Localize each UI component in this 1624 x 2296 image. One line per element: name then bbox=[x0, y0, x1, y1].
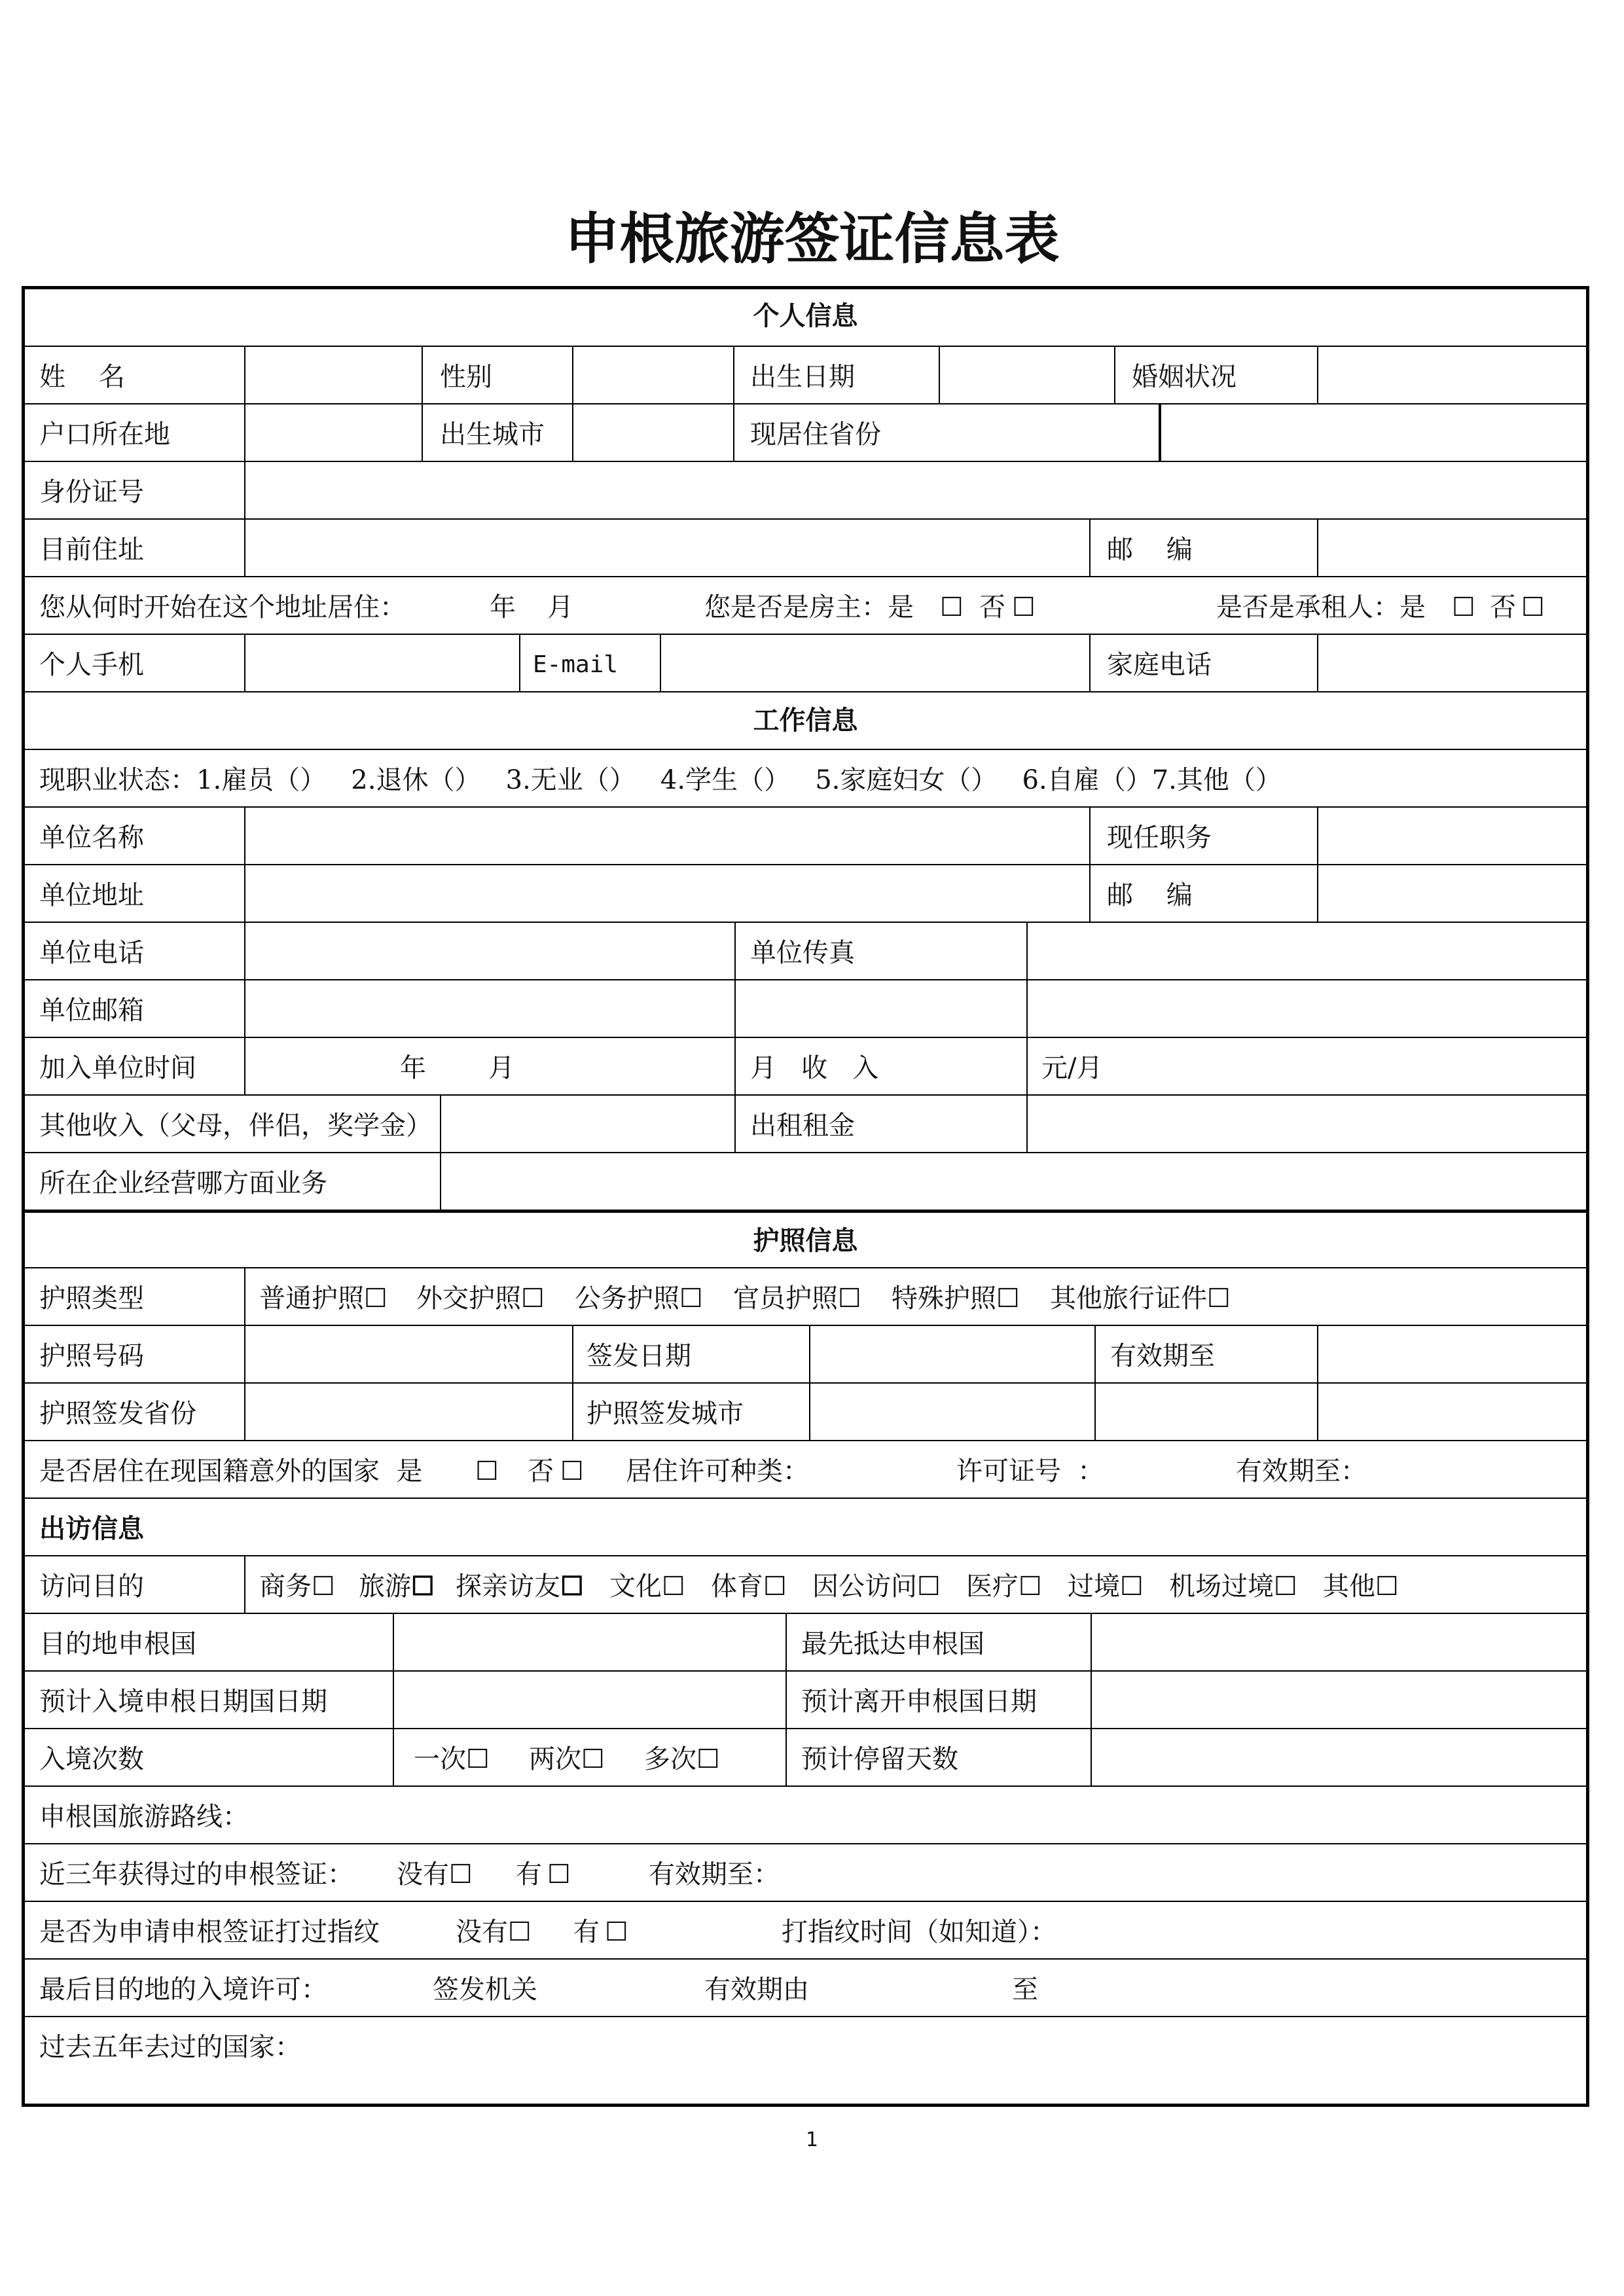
field-issue-province[interactable] bbox=[259, 1384, 573, 1441]
checkbox-tenant-yes[interactable]: ☐ bbox=[1452, 592, 1475, 622]
field-first-entry[interactable] bbox=[1107, 1614, 1578, 1672]
checkbox-past-visa-has[interactable]: ☐ bbox=[547, 1859, 571, 1890]
field-birth-date[interactable] bbox=[953, 347, 1110, 404]
label-fingerprint-has: 有 bbox=[573, 1917, 600, 1947]
label-past-visa-valid: 有效期至： bbox=[649, 1859, 780, 1890]
option-culture: 文化 bbox=[609, 1571, 662, 1602]
label-monthly-income: 月 收 入 bbox=[750, 1053, 879, 1083]
label-name: 姓 名 bbox=[39, 362, 125, 392]
option-ordinary-passport: 普通护照 bbox=[259, 1283, 364, 1314]
label-mobile: 个人手机 bbox=[39, 650, 144, 680]
field-exit-date[interactable] bbox=[1107, 1672, 1578, 1729]
label-past-visa-none: 没有 bbox=[397, 1859, 449, 1890]
label-destination: 目的地申根国 bbox=[39, 1629, 196, 1659]
row-resides-abroad bbox=[24, 1440, 1587, 1499]
label-yuan-per-month: 元/月 bbox=[1041, 1053, 1103, 1083]
row-other-income bbox=[24, 1094, 1587, 1153]
label-passport-valid: 有效期至 bbox=[1110, 1341, 1215, 1371]
option-medical: 医疗 bbox=[966, 1571, 1019, 1602]
checkbox-homeowner-no[interactable]: ☐ bbox=[1012, 592, 1036, 622]
label-issuing-authority: 签发机关 bbox=[433, 1975, 537, 2005]
field-company-email[interactable] bbox=[259, 980, 731, 1038]
checkbox-multiple-entry[interactable]: ☐ bbox=[696, 1744, 720, 1774]
checkbox-special-passport[interactable]: ☐ bbox=[996, 1283, 1020, 1314]
label-exit-date: 预计离开申根国日期 bbox=[801, 1687, 1037, 1717]
field-stay-days[interactable] bbox=[1107, 1729, 1578, 1787]
label-birth-date: 出生日期 bbox=[750, 362, 855, 392]
row-passport-issue-place bbox=[24, 1382, 1587, 1441]
field-name[interactable] bbox=[259, 347, 442, 404]
row-company-name bbox=[24, 806, 1587, 865]
checkbox-airport-transit[interactable]: ☐ bbox=[1274, 1571, 1297, 1602]
label-passport-type: 护照类型 bbox=[39, 1283, 144, 1314]
option-other-purpose: 其他 bbox=[1323, 1571, 1375, 1602]
label-entries: 入境次数 bbox=[39, 1744, 144, 1774]
field-issue-date[interactable] bbox=[825, 1326, 1087, 1384]
option-official-visit: 因公访问 bbox=[812, 1571, 917, 1602]
label-job-status[interactable]: 现职业状态：1.雇员（） 2.退休（） 3.无业（） 4.学生（） 5.家庭妇女（） 6.自雇（）7.其他（） bbox=[39, 765, 1282, 795]
row-job-status bbox=[24, 749, 1587, 808]
label-since-month: 月 bbox=[547, 592, 573, 622]
label-company-address: 单位地址 bbox=[39, 880, 144, 910]
label-id-number: 身份证号 bbox=[39, 477, 144, 507]
row-company-email bbox=[24, 979, 1587, 1038]
checkbox-past-visa-none[interactable]: ☐ bbox=[449, 1859, 473, 1890]
checkbox-diplomatic-passport[interactable]: ☐ bbox=[521, 1283, 545, 1314]
row-company-phone bbox=[24, 922, 1587, 980]
field-company-fax[interactable] bbox=[1041, 923, 1578, 980]
label-other-income: 其他收入（父母，伴侣，奖学金） bbox=[39, 1111, 432, 1141]
row-passport-type bbox=[24, 1267, 1587, 1326]
field-gender[interactable] bbox=[586, 347, 731, 404]
field-postcode[interactable] bbox=[1333, 520, 1581, 577]
field-birth-city[interactable] bbox=[586, 404, 731, 462]
field-passport-number[interactable] bbox=[259, 1326, 573, 1384]
row-passport-number bbox=[24, 1325, 1587, 1384]
label-countries-5y: 过去五年去过的国家： bbox=[39, 2032, 301, 2062]
option-service-passport: 公务护照 bbox=[575, 1283, 679, 1314]
label-postcode: 邮 编 bbox=[1107, 535, 1193, 565]
row-address bbox=[24, 518, 1587, 577]
row-route bbox=[24, 1785, 1587, 1844]
field-home-phone[interactable] bbox=[1333, 635, 1581, 692]
label-company-email: 单位邮箱 bbox=[39, 996, 144, 1026]
field-position[interactable] bbox=[1333, 808, 1581, 865]
form-title: 申根旅游签证信息表 bbox=[564, 207, 1060, 271]
label-route: 申根国旅游路线： bbox=[39, 1802, 249, 1832]
option-sports: 体育 bbox=[711, 1571, 763, 1602]
option-airport-transit: 机场过境 bbox=[1169, 1571, 1274, 1602]
row-name bbox=[24, 346, 1587, 404]
label-stay-days: 预计停留天数 bbox=[801, 1744, 958, 1774]
field-issue-city[interactable] bbox=[825, 1384, 1087, 1441]
label-business-scope: 所在企业经营哪方面业务 bbox=[39, 1168, 327, 1198]
label-gender: 性别 bbox=[440, 362, 492, 392]
row-countries-5y bbox=[24, 2016, 1587, 2075]
field-passport-valid[interactable] bbox=[1333, 1326, 1581, 1384]
label-entry-date: 预计入境申根日期国日期 bbox=[39, 1687, 327, 1717]
option-business: 商务 bbox=[259, 1571, 312, 1602]
row-final-entry bbox=[24, 1958, 1587, 2017]
label-visit-purpose: 访问目的 bbox=[39, 1571, 144, 1602]
checkbox-transit[interactable]: ☐ bbox=[1120, 1571, 1144, 1602]
row-company-address bbox=[24, 864, 1587, 923]
label-homeowner: 您是否是房主：是 bbox=[704, 592, 914, 622]
field-marital-status[interactable] bbox=[1333, 347, 1581, 404]
checkbox-ordinary-passport[interactable]: ☐ bbox=[364, 1283, 388, 1314]
field-hukou[interactable] bbox=[259, 404, 416, 462]
row-entry-date bbox=[24, 1670, 1587, 1729]
option-transit: 过境 bbox=[1068, 1571, 1120, 1602]
row-id-number bbox=[24, 461, 1587, 520]
label-valid-to: 至 bbox=[1012, 1975, 1038, 2005]
label-company-postcode: 邮 编 bbox=[1107, 880, 1193, 910]
label-tenant: 是否是承租人：是 bbox=[1216, 592, 1426, 622]
label-current-address: 目前住址 bbox=[39, 535, 144, 565]
field-rent-income[interactable] bbox=[1041, 1096, 1578, 1153]
label-email: E-mail bbox=[533, 651, 619, 678]
checkbox-homeowner-yes[interactable]: ☐ bbox=[940, 592, 964, 622]
row-join-date bbox=[24, 1037, 1587, 1096]
checkbox-other-travel-doc[interactable]: ☐ bbox=[1207, 1283, 1231, 1314]
row-visit-purpose bbox=[24, 1555, 1587, 1614]
checkbox-fingerprint-has[interactable]: ☐ bbox=[605, 1917, 628, 1947]
option-visit-family: 探亲访友 bbox=[456, 1571, 560, 1602]
checkbox-resides-abroad-no[interactable]: ☐ bbox=[560, 1456, 584, 1486]
label-resides-abroad: 是否居住在现国籍意外的国家 是 bbox=[39, 1456, 423, 1486]
label-current-province: 现居住省份 bbox=[750, 420, 881, 450]
label-homeowner-no: 否 bbox=[979, 592, 1005, 622]
label-resides-abroad-no: 否 bbox=[528, 1456, 554, 1486]
option-other-travel-doc: 其他旅行证件 bbox=[1050, 1283, 1207, 1314]
label-past-visa-has: 有 bbox=[516, 1859, 542, 1890]
checkbox-resides-abroad-yes[interactable]: ☐ bbox=[475, 1456, 499, 1486]
label-birth-city: 出生城市 bbox=[440, 420, 545, 450]
label-valid-from: 有效期由 bbox=[704, 1975, 809, 2005]
label-marital-status: 婚姻状况 bbox=[1132, 362, 1236, 392]
option-diplomatic-passport: 外交护照 bbox=[416, 1283, 521, 1314]
field-current-address[interactable] bbox=[259, 520, 1084, 577]
row-past-visa bbox=[24, 1843, 1587, 1902]
label-join-year: 年 bbox=[400, 1053, 426, 1083]
field-entry-date[interactable] bbox=[408, 1672, 782, 1729]
field-business-scope[interactable] bbox=[456, 1153, 1568, 1211]
label-permit-type: 居住许可种类： bbox=[626, 1456, 809, 1486]
option-double-entry: 两次 bbox=[529, 1744, 581, 1774]
label-final-entry: 最后目的地的入境许可： bbox=[39, 1975, 327, 2005]
checkbox-other-purpose[interactable]: ☐ bbox=[1375, 1571, 1399, 1602]
label-company-phone: 单位电话 bbox=[39, 938, 144, 968]
field-current-province[interactable] bbox=[1176, 404, 1568, 462]
label-permit-valid: 有效期至： bbox=[1236, 1456, 1367, 1486]
section-title-work: 工作信息 bbox=[753, 706, 858, 736]
row-destination bbox=[24, 1613, 1587, 1672]
option-official-passport: 官员护照 bbox=[733, 1283, 838, 1314]
checkbox-medical[interactable]: ☐ bbox=[1019, 1571, 1042, 1602]
label-passport-number: 护照号码 bbox=[39, 1341, 144, 1371]
checkbox-tourism[interactable]: ☐ bbox=[411, 1571, 435, 1602]
row-entries bbox=[24, 1728, 1587, 1787]
checkbox-sports[interactable]: ☐ bbox=[763, 1571, 787, 1602]
checkbox-service-passport[interactable]: ☐ bbox=[679, 1283, 703, 1314]
option-special-passport: 特殊护照 bbox=[892, 1283, 996, 1314]
label-since: 您从何时开始在这个地址居住： bbox=[39, 592, 406, 622]
field-company-phone[interactable] bbox=[259, 923, 731, 980]
label-since-year: 年 bbox=[490, 592, 516, 622]
checkbox-official-passport[interactable]: ☐ bbox=[838, 1283, 861, 1314]
label-issue-province: 护照签发省份 bbox=[39, 1399, 196, 1429]
row-hukou bbox=[24, 403, 1587, 462]
field-email[interactable] bbox=[675, 635, 1081, 692]
label-company-fax: 单位传真 bbox=[750, 938, 855, 968]
label-fingerprint: 是否为申请申根签证打过指纹 bbox=[39, 1917, 380, 1947]
section-passport bbox=[24, 1210, 1587, 1268]
checkbox-culture[interactable]: ☐ bbox=[662, 1571, 685, 1602]
checkbox-visit-family[interactable]: ☐ bbox=[560, 1571, 584, 1602]
field-destination[interactable] bbox=[408, 1614, 782, 1672]
row-fingerprint bbox=[24, 1901, 1587, 1960]
section-work bbox=[24, 691, 1587, 750]
page-number: 1 bbox=[805, 2128, 819, 2151]
checkbox-tenant-no[interactable]: ☐ bbox=[1521, 592, 1545, 622]
option-tourism: 旅游 bbox=[359, 1571, 411, 1602]
label-permit-number: 许可证号 ： bbox=[956, 1456, 1104, 1486]
label-issue-city: 护照签发城市 bbox=[586, 1399, 744, 1429]
section-visit bbox=[24, 1498, 1587, 1556]
checkbox-single-entry[interactable]: ☐ bbox=[466, 1744, 490, 1774]
label-first-entry: 最先抵达申根国 bbox=[801, 1629, 984, 1659]
section-title-personal: 个人信息 bbox=[753, 301, 858, 331]
option-multiple-entry: 多次 bbox=[644, 1744, 696, 1774]
label-fingerprint-time: 打指纹时间（如知道）： bbox=[782, 1917, 1056, 1947]
label-company-name: 单位名称 bbox=[39, 823, 144, 853]
label-home-phone: 家庭电话 bbox=[1107, 650, 1212, 680]
checkbox-double-entry[interactable]: ☐ bbox=[581, 1744, 605, 1774]
field-id-number[interactable] bbox=[259, 462, 1568, 520]
section-title-visit: 出访信息 bbox=[39, 1513, 144, 1544]
label-join-month: 月 bbox=[488, 1053, 514, 1083]
row-business-scope bbox=[24, 1152, 1587, 1211]
label-tenant-no: 否 bbox=[1490, 592, 1516, 622]
label-fingerprint-none: 没有 bbox=[456, 1917, 508, 1947]
section-personal bbox=[24, 288, 1587, 347]
field-company-address[interactable] bbox=[259, 865, 1084, 923]
row-residence bbox=[24, 576, 1587, 635]
field-mobile[interactable] bbox=[259, 635, 521, 692]
label-position: 现任职务 bbox=[1107, 823, 1212, 853]
label-hukou: 户口所在地 bbox=[39, 420, 170, 450]
checkbox-fingerprint-none[interactable]: ☐ bbox=[508, 1917, 532, 1947]
field-other-income[interactable] bbox=[456, 1096, 731, 1153]
label-rent-income: 出租租金 bbox=[750, 1111, 855, 1141]
checkbox-official-visit[interactable]: ☐ bbox=[917, 1571, 941, 1602]
section-title-passport: 护照信息 bbox=[753, 1226, 858, 1256]
field-company-name[interactable] bbox=[259, 808, 1084, 865]
row-contact bbox=[24, 634, 1587, 692]
label-join-date: 加入单位时间 bbox=[39, 1053, 196, 1083]
option-single-entry: 一次 bbox=[414, 1744, 466, 1774]
checkbox-business[interactable]: ☐ bbox=[312, 1571, 335, 1602]
label-issue-date: 签发日期 bbox=[586, 1341, 691, 1371]
field-company-postcode[interactable] bbox=[1333, 865, 1581, 923]
label-past-visa: 近三年获得过的申根签证： bbox=[39, 1859, 353, 1890]
